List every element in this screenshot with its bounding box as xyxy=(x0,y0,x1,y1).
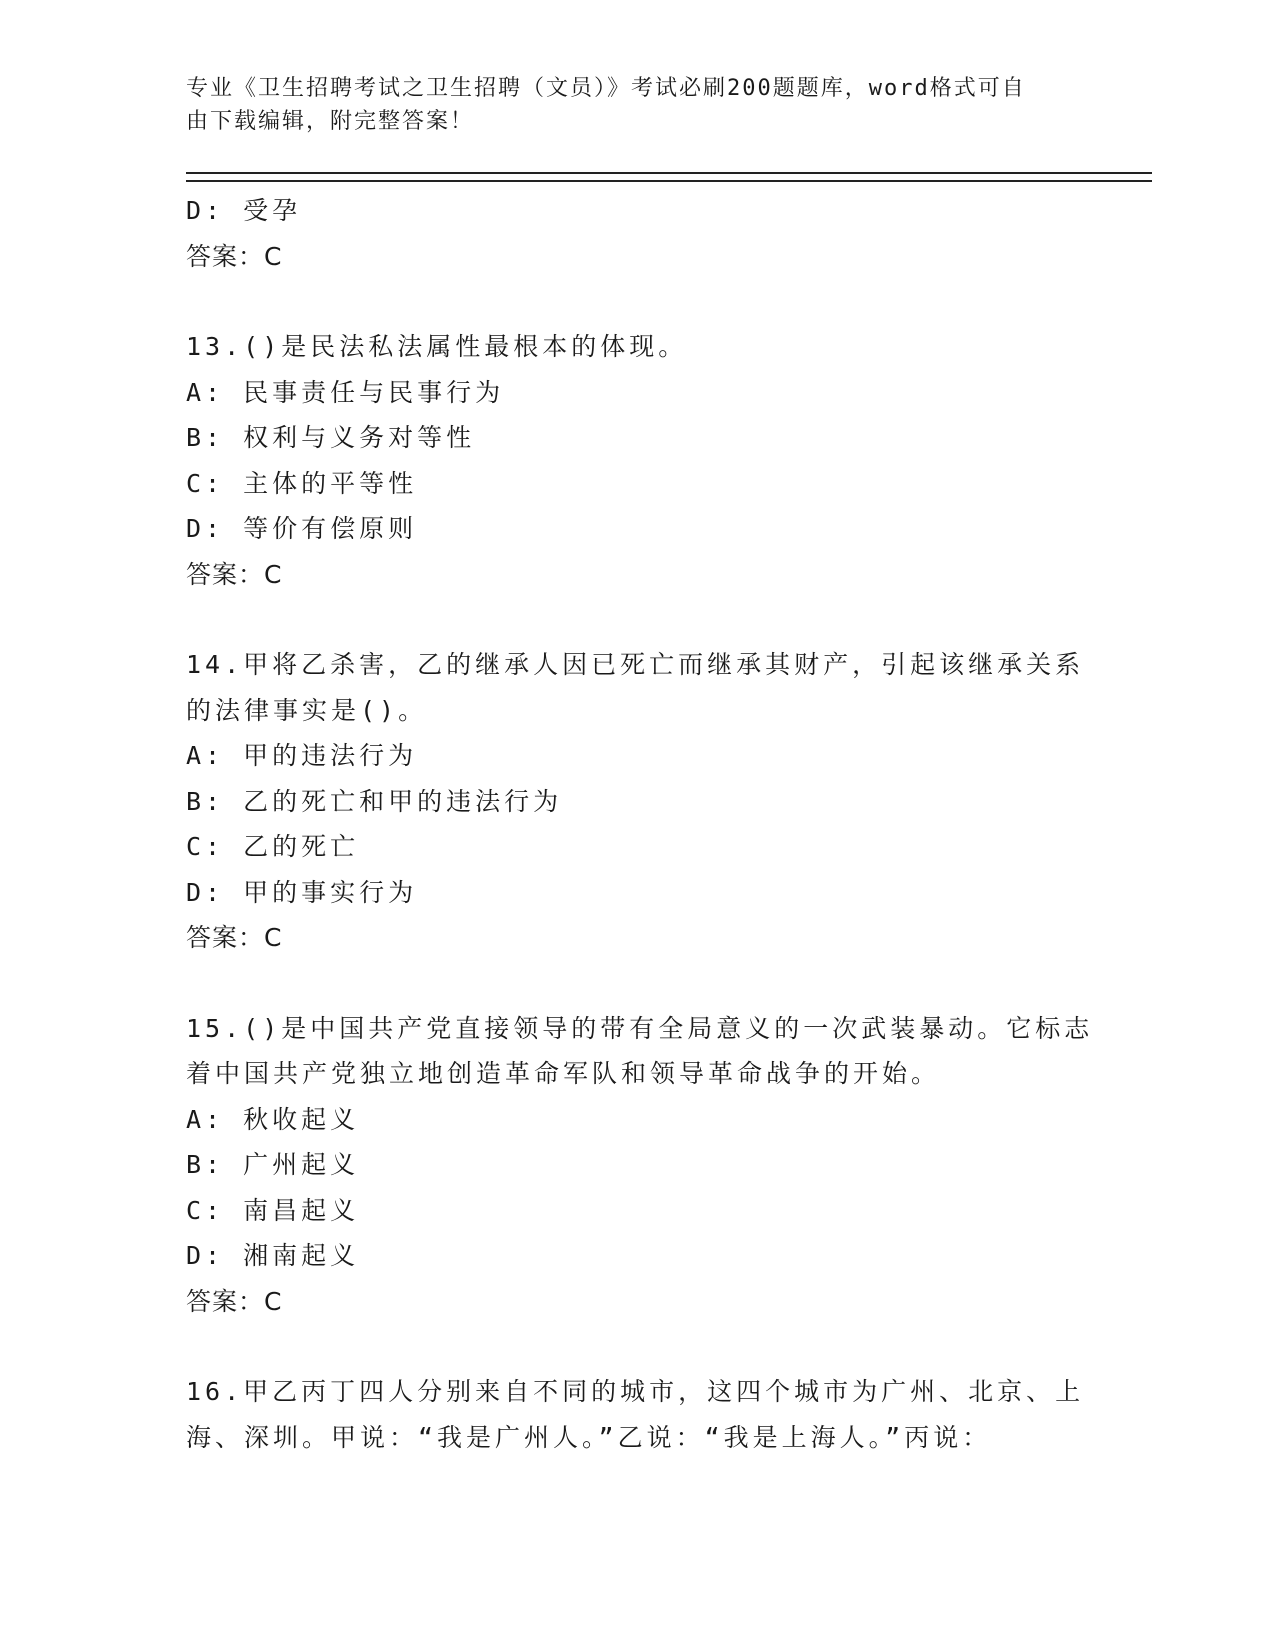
question-stem-line-2: 海、深圳。甲说：“我是广州人。”乙说：“我是上海人。”丙说： xyxy=(186,1422,992,1452)
page-header xyxy=(186,72,1066,138)
question-stem-line-1: 16.甲乙丙丁四人分别来自不同的城市，这四个城市为广州、北京、上 xyxy=(186,1377,1085,1406)
question-stem-line-1: 14.甲将乙杀害，乙的继承人因已死亡而继承其财产，引起该继承关系 xyxy=(186,650,1085,679)
question-stem-line-1: 15.()是中国共产党直接领导的带有全局意义的一次武装暴动。它标志 xyxy=(186,1013,1094,1043)
spacer xyxy=(186,961,1086,1006)
spacer xyxy=(186,597,1086,642)
answer: 答案：C xyxy=(186,559,283,589)
option-c: C: 乙的死亡 xyxy=(186,832,360,861)
option-d: D: 受孕 xyxy=(186,196,302,225)
answer: 答案：C xyxy=(186,241,283,271)
option-c: C: 南昌起义 xyxy=(186,1195,360,1225)
question-stem: 13.()是民法私法属性最根本的体现。 xyxy=(186,332,688,361)
header-rule-bottom xyxy=(186,180,1152,182)
option-c: C: 主体的平等性 xyxy=(186,468,418,498)
option-d: D: 等价有偿原则 xyxy=(186,514,418,543)
option-a: A: 甲的违法行为 xyxy=(186,741,418,770)
spacer xyxy=(186,279,1086,324)
option-a: A: 民事责任与民事行为 xyxy=(186,377,505,407)
option-b: B: 权利与义务对等性 xyxy=(186,423,476,452)
question-12-tail xyxy=(186,188,1086,279)
question-stem-line-2: 的法律事实是()。 xyxy=(186,695,428,725)
answer: 答案：C xyxy=(186,923,283,952)
question-15 xyxy=(186,1006,1094,1325)
option-d: D: 甲的事实行为 xyxy=(186,877,418,907)
question-list xyxy=(186,188,1094,1460)
question-stem-line-2: 着中国共产党独立地创造革命军队和领导革命战争的开始。 xyxy=(186,1059,941,1088)
question-14 xyxy=(186,642,1086,961)
header-line-2: 由下载编辑，附完整答案！ xyxy=(186,109,475,134)
option-d: D: 湘南起义 xyxy=(186,1241,360,1270)
spacer xyxy=(186,1324,1086,1369)
option-b: B: 广州起义 xyxy=(186,1150,360,1179)
answer: 答案：C xyxy=(186,1286,283,1316)
header-line-1: 专业《卫生招聘考试之卫生招聘（文员）》考试必刷200题题库，word格式可自 xyxy=(186,76,1026,101)
header-rule-top xyxy=(186,172,1152,174)
option-b: B: 乙的死亡和甲的违法行为 xyxy=(186,786,563,816)
question-13 xyxy=(186,324,1086,597)
question-16 xyxy=(186,1369,1086,1460)
option-a: A: 秋收起义 xyxy=(186,1104,360,1134)
